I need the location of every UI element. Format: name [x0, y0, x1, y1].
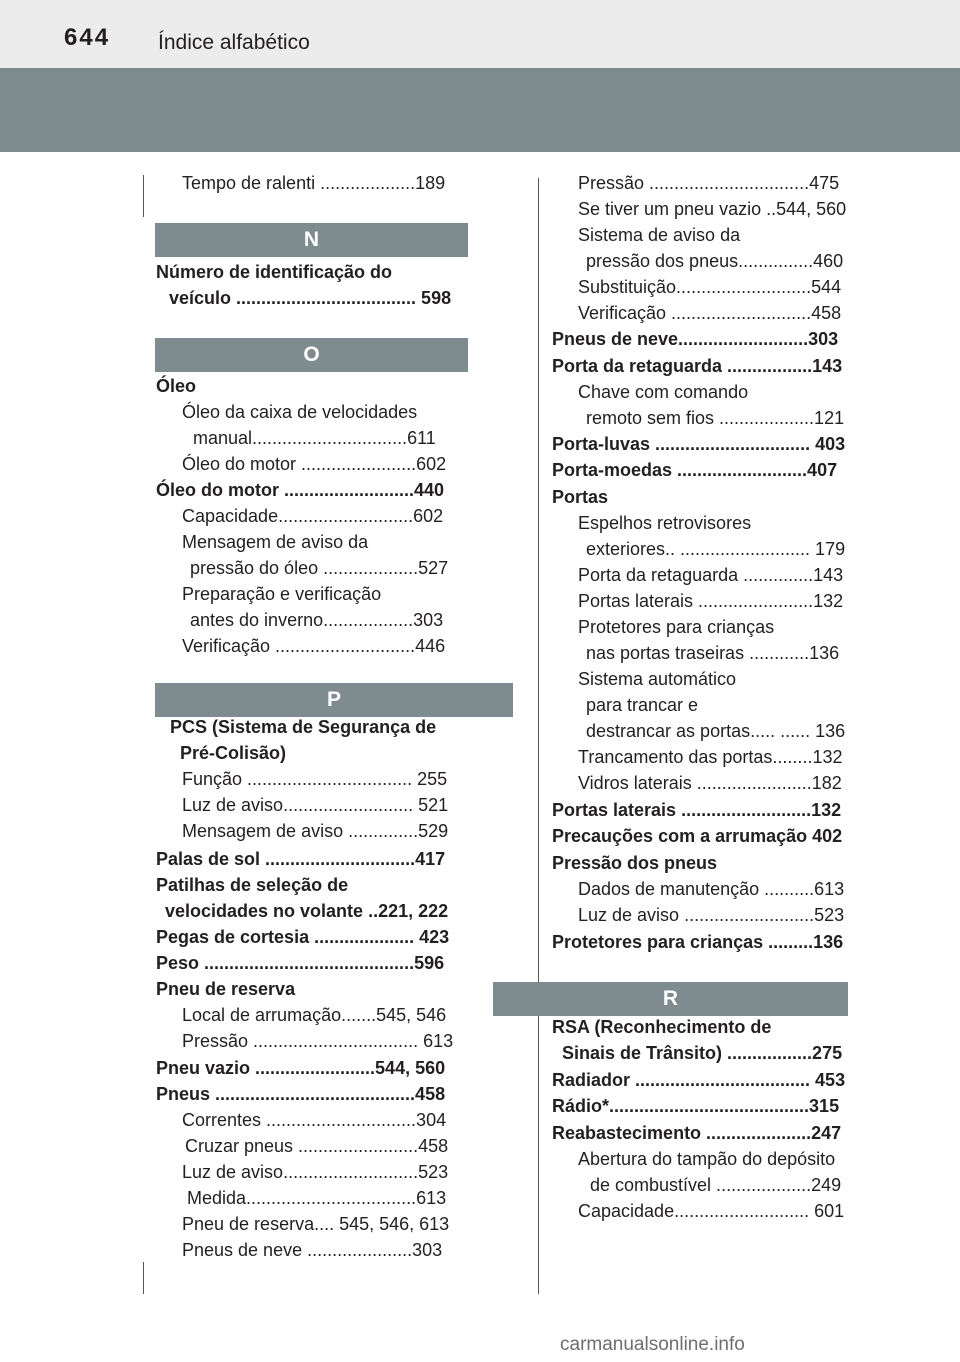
index-entry: Dados de manutenção ..........613 — [578, 879, 845, 899]
index-entry: pressão dos pneus...............460 — [586, 251, 844, 271]
header-strip — [0, 0, 960, 68]
index-entry: pressão do óleo ...................527 — [190, 558, 449, 578]
index-entry: Protetores para crianças — [578, 617, 775, 637]
index-entry: Local de arrumação.......545, 546 — [182, 1005, 447, 1025]
index-entry: manual...............................611 — [193, 428, 436, 448]
page-title: Índice alfabético — [158, 31, 310, 54]
index-entry: Capacidade...........................602 — [182, 506, 444, 526]
index-entry: Pressão ................................475 — [578, 173, 840, 193]
index-entry: Mensagem de aviso da — [182, 532, 369, 552]
index-entry: Trancamento das portas........132 — [578, 747, 843, 767]
index-entry: Pneus de neve..........................303 — [552, 329, 839, 349]
index-entry: Óleo do motor .......................602 — [182, 454, 447, 474]
index-entry: Óleo do motor ..........................440 — [156, 480, 445, 500]
index-entry: destrancar as portas..... ...... 136 — [586, 721, 846, 741]
index-entry: Pneus de neve .....................303 — [182, 1240, 443, 1260]
index-entry: Reabastecimento .....................247 — [552, 1123, 842, 1143]
index-entry: antes do inverno..................303 — [190, 610, 444, 630]
index-entry: Pneu vazio ........................544, 560 — [156, 1058, 446, 1078]
index-entry: Luz de aviso.......................... 521 — [182, 795, 449, 815]
index-entry: Portas laterais ..........................132 — [552, 800, 842, 820]
index-entry: Chave com comando — [578, 382, 749, 402]
index-entry: Abertura do tampão do depósito — [578, 1149, 836, 1169]
index-entry: para trancar e — [586, 695, 699, 715]
section-header-o: O — [155, 338, 468, 372]
index-entry: Sinais de Trânsito) .................275 — [562, 1043, 843, 1063]
index-entry: Tempo de ralenti ...................189 — [182, 173, 446, 193]
index-entry: Pré-Colisão) — [180, 743, 287, 763]
section-header-n: N — [155, 223, 468, 257]
index-entry: Porta-luvas ............................... 403 — [552, 434, 846, 454]
index-entry: Se tiver um pneu vazio ..544, 560 — [578, 199, 847, 219]
index-entry: Protetores para crianças .........136 — [552, 932, 844, 952]
index-entry: Precauções com a arrumação 402 — [552, 826, 843, 846]
index-entry: Pneus ........................................458 — [156, 1084, 446, 1104]
index-entry: Pegas de cortesia .................... 423 — [156, 927, 450, 947]
index-entry: Patilhas de seleção de — [156, 875, 349, 895]
index-entry: Função ................................. 255 — [182, 769, 448, 789]
index-entry: PCS (Sistema de Segurança de — [170, 717, 437, 737]
index-entry: Cruzar pneus ........................458 — [185, 1136, 449, 1156]
index-entry: Sistema automático — [578, 669, 737, 689]
index-entry: de combustível ...................249 — [590, 1175, 842, 1195]
index-entry: Pressão dos pneus — [552, 853, 718, 873]
index-entry: Porta da retaguarda ..............143 — [578, 565, 844, 585]
index-entry: Número de identificação do — [156, 262, 393, 282]
page-number: 644 — [64, 24, 111, 51]
index-entry: Sistema de aviso da — [578, 225, 741, 245]
index-entry: Rádio*........................................315 — [552, 1096, 840, 1116]
index-entry: Medida..................................613 — [187, 1188, 447, 1208]
index-entry: Palas de sol ..............................417 — [156, 849, 446, 869]
index-entry: Correntes ..............................304 — [182, 1110, 447, 1130]
index-entry: Portas — [552, 487, 609, 507]
index-entry: Verificação ............................458 — [578, 303, 842, 323]
index-entry: velocidades no volante ..221, 222 — [165, 901, 449, 921]
index-entry: Luz de aviso ..........................523 — [578, 905, 845, 925]
index-entry: Peso ..........................................596 — [156, 953, 445, 973]
index-entry: Óleo da caixa de velocidades — [182, 402, 418, 422]
index-entry: nas portas traseiras ............136 — [586, 643, 840, 663]
index-entry: Portas laterais .......................132 — [578, 591, 844, 611]
index-entry: veículo .................................... 598 — [169, 288, 452, 308]
column-rule-top-left — [143, 175, 144, 217]
index-entry: Porta da retaguarda .................143 — [552, 356, 843, 376]
index-entry: Pneu de reserva.... 545, 546, 613 — [182, 1214, 450, 1234]
index-entry: Vidros laterais .......................182 — [578, 773, 842, 793]
index-entry: Mensagem de aviso ..............529 — [182, 821, 449, 841]
header-band — [0, 68, 960, 152]
index-entry: Pneu de reserva — [156, 979, 296, 999]
section-header-p: P — [155, 683, 513, 717]
index-entry: Luz de aviso...........................523 — [182, 1162, 449, 1182]
index-entry: Espelhos retrovisores — [578, 513, 752, 533]
watermark: carmanualsonline.info — [560, 1334, 745, 1355]
index-entry: Pressão ................................. 613 — [182, 1031, 454, 1051]
index-entry: Preparação e verificação — [182, 584, 382, 604]
index-entry: Radiador ................................... 453 — [552, 1070, 846, 1090]
index-entry: remoto sem fios ...................121 — [586, 408, 845, 428]
section-header-r: R — [493, 982, 848, 1016]
index-entry: Verificação ............................446 — [182, 636, 446, 656]
index-entry: Substituição...........................544 — [578, 277, 842, 297]
index-entry: Capacidade........................... 601 — [578, 1201, 845, 1221]
index-entry: Óleo — [156, 376, 197, 396]
column-divider — [538, 178, 539, 1294]
index-entry: Porta-moedas ..........................407 — [552, 460, 838, 480]
index-entry: exteriores.. .......................... 179 — [586, 539, 846, 559]
column-rule-bottom-left — [143, 1262, 144, 1294]
index-entry: RSA (Reconhecimento de — [552, 1017, 772, 1037]
